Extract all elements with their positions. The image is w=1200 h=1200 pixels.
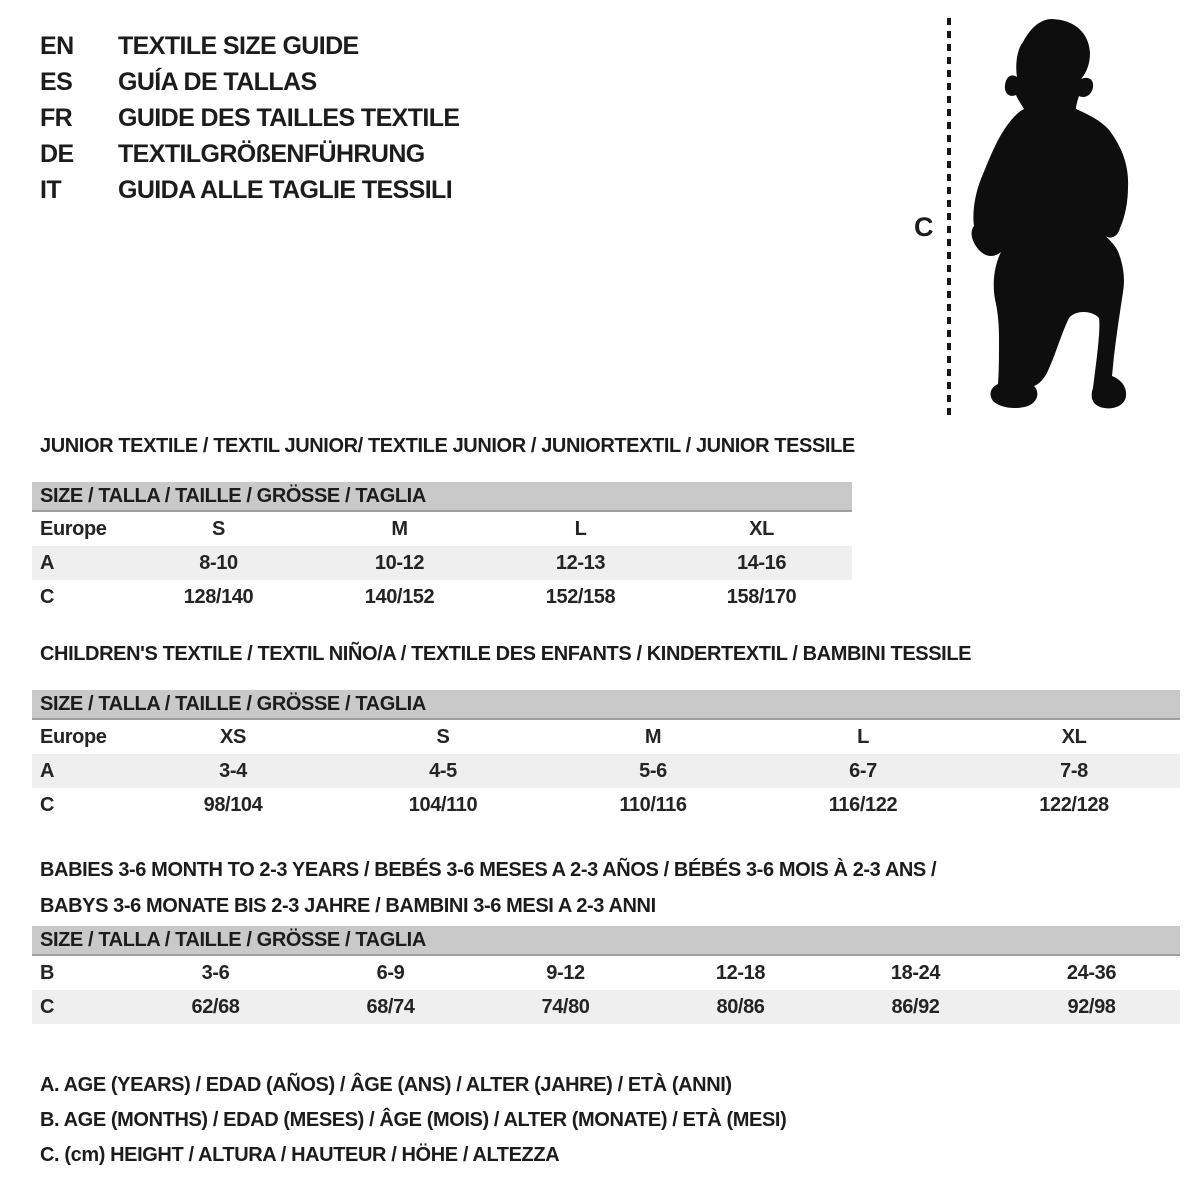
cell: 24-36 xyxy=(1066,961,1117,984)
row-label: C xyxy=(32,990,128,1024)
cell: 12-13 xyxy=(490,546,671,580)
language-row-en xyxy=(40,28,460,64)
babies-size-table xyxy=(32,926,1180,1024)
cell: S xyxy=(436,725,450,748)
size-header-bar xyxy=(32,926,1180,955)
cell: 110/116 xyxy=(619,793,687,816)
junior-section-title: JUNIOR TEXTILE / TEXTIL JUNIOR/ TEXTILE JUNIOR / JUNIORTEXTIL / JUNIOR TESSILE xyxy=(40,435,855,457)
size-header-label: SIZE / TALLA / TAILLE / GRÖSSE / TAGLIA xyxy=(32,482,852,511)
guide-title-it: GUIDA ALLE TAGLIE TESSILI xyxy=(118,176,453,204)
row-label: B xyxy=(40,961,55,984)
table-row xyxy=(32,990,1180,1024)
language-code: FR xyxy=(40,104,73,132)
cell: 7-8 xyxy=(968,754,1180,788)
legend-line-c: C. (cm) HEIGHT / ALTURA / HAUTEUR / HÖHE / ALTEZZA xyxy=(40,1144,560,1166)
size-header-bar xyxy=(32,482,852,511)
cell: 6-7 xyxy=(758,754,968,788)
children-section-title: CHILDREN'S TEXTILE / TEXTIL NIÑO/A / TEXTILE DES ENFANTS / KINDERTEXTIL / BAMBINI TESSILE xyxy=(40,643,972,665)
cell: 74/80 xyxy=(478,990,653,1024)
size-header-label: SIZE / TALLA / TAILLE / GRÖSSE / TAGLIA xyxy=(32,690,1180,719)
language-code: IT xyxy=(40,176,62,204)
row-label: Europe xyxy=(40,725,107,748)
cell: 6-9 xyxy=(376,961,405,984)
language-row-it xyxy=(40,172,460,208)
cell: 3-4 xyxy=(128,754,338,788)
row-label: A xyxy=(32,546,128,580)
babies-title-line1: BABIES 3-6 MONTH TO 2-3 YEARS / BEBÉS 3-6 MESES A 2-3 AÑOS / BÉBÉS 3-6 MOIS À 2-3 ANS / xyxy=(40,859,937,881)
cell: 158/170 xyxy=(726,585,797,608)
table-row xyxy=(32,955,1180,990)
cell: XL xyxy=(749,517,774,540)
cell: 14-16 xyxy=(671,546,852,580)
table-row xyxy=(32,788,1180,822)
cell: S xyxy=(212,517,225,540)
cell: 92/98 xyxy=(1003,990,1180,1024)
cell: 10-12 xyxy=(309,546,490,580)
cell: 62/68 xyxy=(128,990,303,1024)
language-code: EN xyxy=(40,32,74,60)
language-code: DE xyxy=(40,140,74,168)
cell: 116/122 xyxy=(828,793,898,816)
row-label: A xyxy=(32,754,128,788)
row-label: Europe xyxy=(40,517,107,540)
cell: L xyxy=(574,517,587,540)
cell: M xyxy=(644,725,662,748)
legend-line-b: B. AGE (MONTHS) / EDAD (MESES) / ÂGE (MOIS) / ALTER (MONATE) / ETÀ (MESI) xyxy=(40,1109,787,1131)
cell: 12-18 xyxy=(715,961,766,984)
guide-title-en: TEXTILE SIZE GUIDE xyxy=(118,32,359,60)
table-row xyxy=(32,511,852,546)
cell: 9-12 xyxy=(546,961,585,984)
cell: 80/86 xyxy=(653,990,828,1024)
guide-title-fr: GUIDE DES TAILLES TEXTILE xyxy=(118,104,460,132)
cell: 104/110 xyxy=(408,793,478,816)
cell: 5-6 xyxy=(548,754,758,788)
cell: 8-10 xyxy=(128,546,309,580)
guide-title-es: GUÍA DE TALLAS xyxy=(118,68,317,96)
cell: XS xyxy=(220,725,246,748)
cell: 18-24 xyxy=(890,961,941,984)
cell: 86/92 xyxy=(828,990,1003,1024)
cell: 68/74 xyxy=(303,990,478,1024)
guide-title-de: TEXTILGRÖßENFÜHRUNG xyxy=(118,140,425,168)
children-size-table xyxy=(32,690,1180,822)
cell: 98/104 xyxy=(203,793,263,816)
row-label: C xyxy=(40,793,55,816)
cell: L xyxy=(857,725,869,748)
language-code: ES xyxy=(40,68,73,96)
language-row-fr xyxy=(40,100,460,136)
language-row-de xyxy=(40,136,460,172)
legend-line-a: A. AGE (YEARS) / EDAD (AÑOS) / ÂGE (ANS) / ALTER (JAHRE) / ETÀ (ANNI) xyxy=(40,1074,732,1096)
height-measure-dashed-line xyxy=(947,18,951,416)
junior-size-table xyxy=(32,482,852,614)
height-measure-label: C xyxy=(914,212,934,242)
cell: 4-5 xyxy=(338,754,548,788)
table-row xyxy=(32,546,852,580)
language-title-list xyxy=(40,28,460,208)
cell: 152/158 xyxy=(545,585,616,608)
language-row-es xyxy=(40,64,460,100)
cell: M xyxy=(391,517,408,540)
size-header-label: SIZE / TALLA / TAILLE / GRÖSSE / TAGLIA xyxy=(32,926,1180,955)
table-row xyxy=(32,754,1180,788)
cell: 3-6 xyxy=(201,961,230,984)
babies-title-line2: BABYS 3-6 MONATE BIS 2-3 JAHRE / BAMBINI 3-6 MESI A 2-3 ANNI xyxy=(40,895,656,917)
measurement-legend xyxy=(40,1068,786,1173)
cell: 122/128 xyxy=(1039,793,1109,816)
cell: XL xyxy=(1061,725,1087,748)
babies-section-title xyxy=(40,852,936,924)
cell: 140/152 xyxy=(364,585,435,608)
toddler-silhouette-icon xyxy=(962,16,1138,418)
row-label: C xyxy=(40,585,55,608)
cell: 128/140 xyxy=(183,585,254,608)
table-row xyxy=(32,719,1180,754)
table-row xyxy=(32,580,852,614)
size-header-bar xyxy=(32,690,1180,719)
